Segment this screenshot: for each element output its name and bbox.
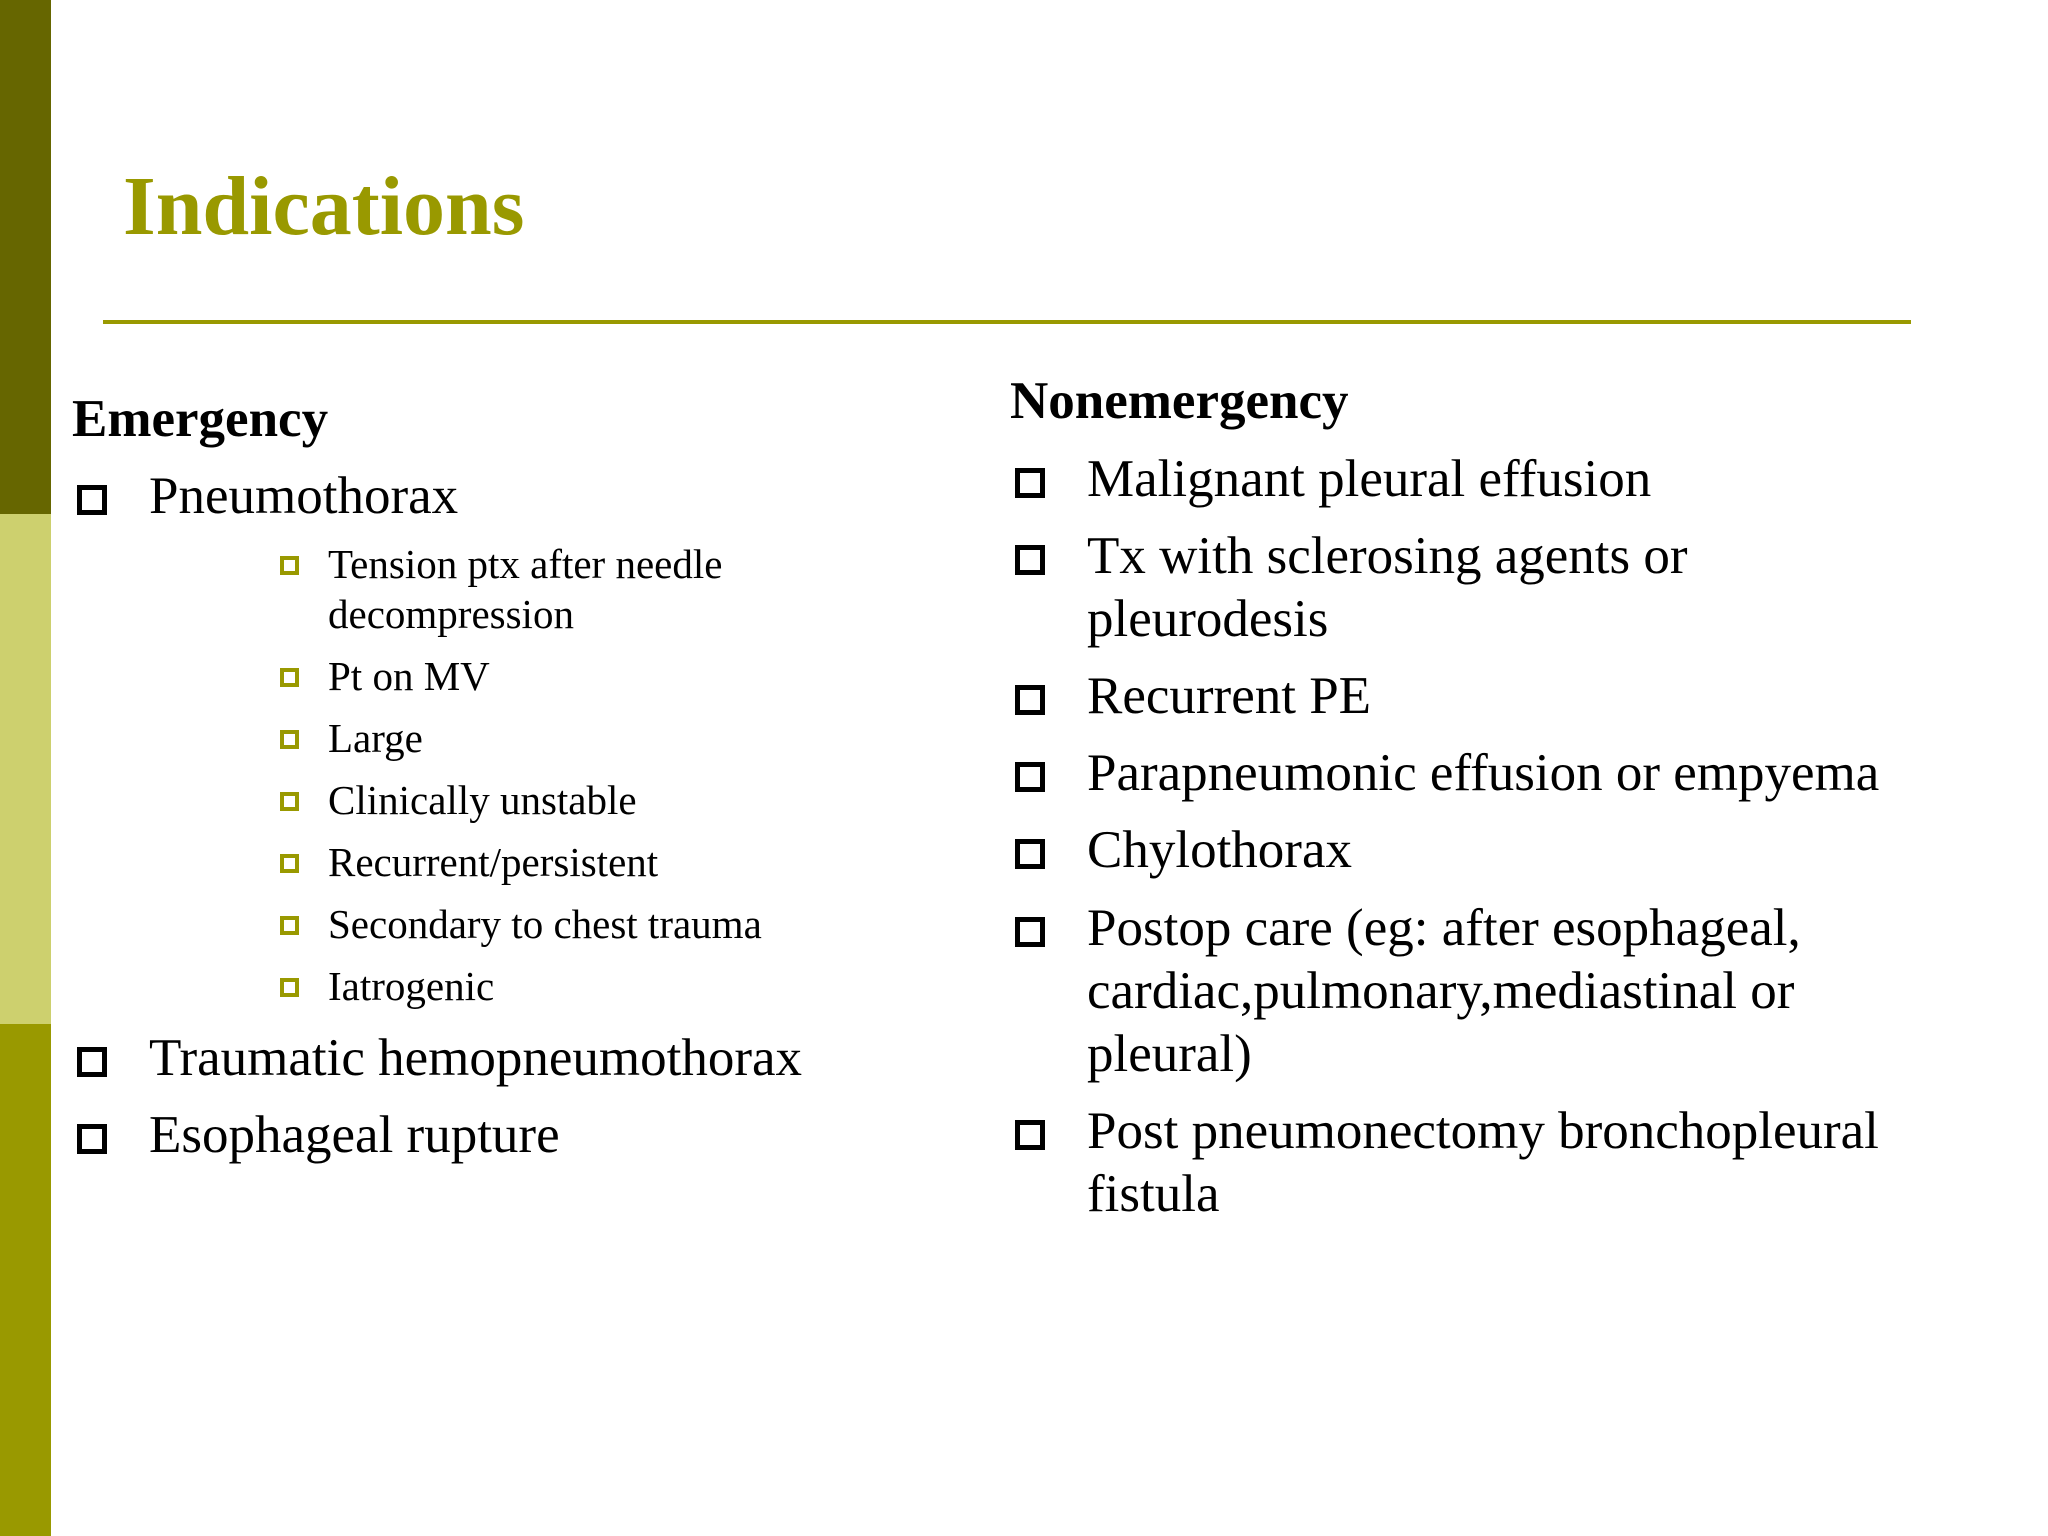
decor-band-top bbox=[0, 0, 51, 514]
list-item-traumatic-hemopneumothorax: Traumatic hemopneumothorax bbox=[149, 1027, 989, 1090]
list-item-post-pneumonectomy-fistula: Post pneumonectomy bronchopleural fistula bbox=[1087, 1100, 1977, 1226]
list-item-chylothorax: Chylothorax bbox=[1087, 819, 1997, 882]
list-item-recurrent-pe: Recurrent PE bbox=[1087, 665, 1997, 728]
sub-item-recurrent-persistent: Recurrent/persistent bbox=[328, 837, 868, 887]
emergency-heading: Emergency bbox=[72, 390, 329, 448]
list-item-pneumothorax: Pneumothorax bbox=[149, 465, 909, 528]
list-item-sclerosing-agents: Tx with sclerosing agents or pleurodesis bbox=[1087, 525, 1787, 651]
sub-item-clinically-unstable: Clinically unstable bbox=[328, 775, 868, 825]
nonemergency-heading: Nonemergency bbox=[1010, 372, 1349, 430]
list-item-postop-care: Postop care (eg: after esophageal, cardiac,pulmonary,mediastinal or pleural) bbox=[1087, 897, 1927, 1086]
list-item-malignant-effusion: Malignant pleural effusion bbox=[1087, 448, 1997, 511]
slide-title: Indications bbox=[123, 160, 525, 253]
sub-item-large: Large bbox=[328, 713, 868, 763]
sub-item-iatrogenic: Iatrogenic bbox=[328, 961, 868, 1011]
sub-item-secondary-chest-trauma: Secondary to chest trauma bbox=[328, 899, 868, 949]
title-divider bbox=[103, 320, 1911, 324]
decor-band-bottom bbox=[0, 1024, 51, 1536]
sub-item-pt-on-mv: Pt on MV bbox=[328, 651, 868, 701]
decor-band-middle bbox=[0, 514, 51, 1024]
sub-item-tension-ptx: Tension ptx after needle decompression bbox=[328, 539, 868, 639]
list-item-parapneumonic-effusion: Parapneumonic effusion or empyema bbox=[1087, 742, 2027, 805]
list-item-esophageal-rupture: Esophageal rupture bbox=[149, 1104, 989, 1167]
